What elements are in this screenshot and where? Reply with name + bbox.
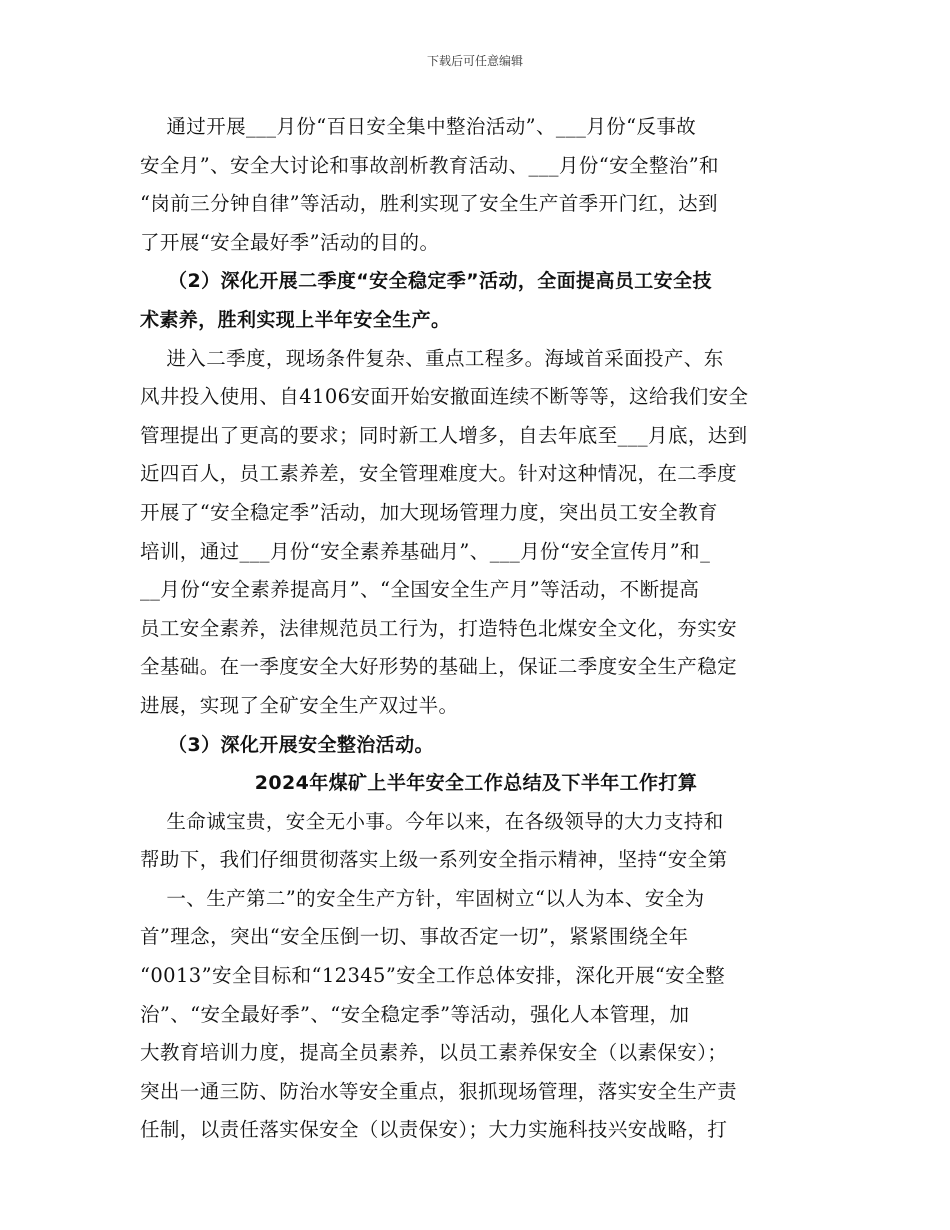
section-heading-line: 术素养，胜利实现上半年安全生产。 (140, 308, 451, 331)
body-text-line: 任制，以责任落实保安全（以责保安）；大力实施科技兴安战略，打 (140, 1118, 728, 1142)
body-text-line: “0013”安全目标和“12345”安全工作总体安排，深化开展“安全整 (140, 964, 726, 988)
body-text-line: 一、生产第二”的安全生产方针，牢固树立“以人为本、安全为 (140, 886, 705, 910)
body-text-line: 进展，实现了全矿安全生产双过半。 (140, 693, 459, 717)
section-heading-line: （3）深化开展安全整治活动。 (140, 733, 434, 756)
body-text-line: 风井投入使用、自4106安面开始安撤面连续不断等等，这给我们安全 (140, 385, 749, 409)
body-text-line: 管理提出了更高的要求；同时新工人增多，自去年底至___月底，达到 (140, 423, 748, 447)
body-text-line: 首”理念，突出“安全压倒一切、事故否定一切”，紧紧围绕全年 (140, 925, 689, 949)
document-body (140, 108, 812, 1150)
body-text-line: 安全月”、安全大讨论和事故剖析教育活动、___月份“安全整治”和 (140, 153, 719, 177)
body-text-line: 生命诚宝贵，安全无小事。今年以来，在各级领导的大力支持和 (140, 809, 724, 833)
body-text-line: 了开展“安全最好季”活动的目的。 (140, 230, 440, 254)
body-text-line: 突出一通三防、防治水等安全重点，狠抓现场管理，落实安全生产责 (140, 1079, 738, 1103)
body-text-line: 员工安全素养，法律规范员工行为，打造特色北煤安全文化，夯实安 (140, 616, 738, 640)
section-heading-line: （2）深化开展二季度“安全稳定季”活动，全面提高员工安全技 (140, 270, 712, 293)
body-text-line: 培训，通过___月份“安全素养基础月”、___月份“安全宣传月”和_ (140, 539, 711, 563)
body-text-line: 大教育培训力度，提高全员素养，以员工素养保安全（以素保安）； (140, 1041, 728, 1065)
body-text-line: “岗前三分钟自律”等活动，胜利实现了安全生产首季开门红，达到 (140, 192, 718, 216)
body-text-line: 近四百人，员工素养差，安全管理难度大。针对这种情况，在二季度 (140, 462, 738, 486)
body-text-line: __月份“安全素养提高月”、“全国安全生产月”等活动，不断提高 (140, 578, 700, 602)
body-text-line: 帮助下，我们仔细贯彻落实上级一系列安全指示精神，坚持“安全第 (140, 848, 728, 872)
body-text-line: 全基础。在一季度安全大好形势的基础上，保证二季度安全生产稳定 (140, 655, 738, 679)
body-text-line: 进入二季度，现场条件复杂、重点工程多。海域首采面投产、东 (140, 346, 724, 370)
body-text-line: 通过开展___月份“百日安全集中整治活动”、___月份“反事故 (140, 115, 697, 138)
body-text-line: 治”、“安全最好季”、“安全稳定季”等活动，强化人本管理，加 (140, 1002, 690, 1026)
page-header-note: 下载后可任意编辑 (426, 54, 523, 68)
body-text-line: 开展了“安全稳定季”活动，加大现场管理力度，突出员工安全教育 (140, 500, 718, 524)
document-title: 2024年煤矿上半年安全工作总结及下半年工作打算 (254, 772, 698, 795)
